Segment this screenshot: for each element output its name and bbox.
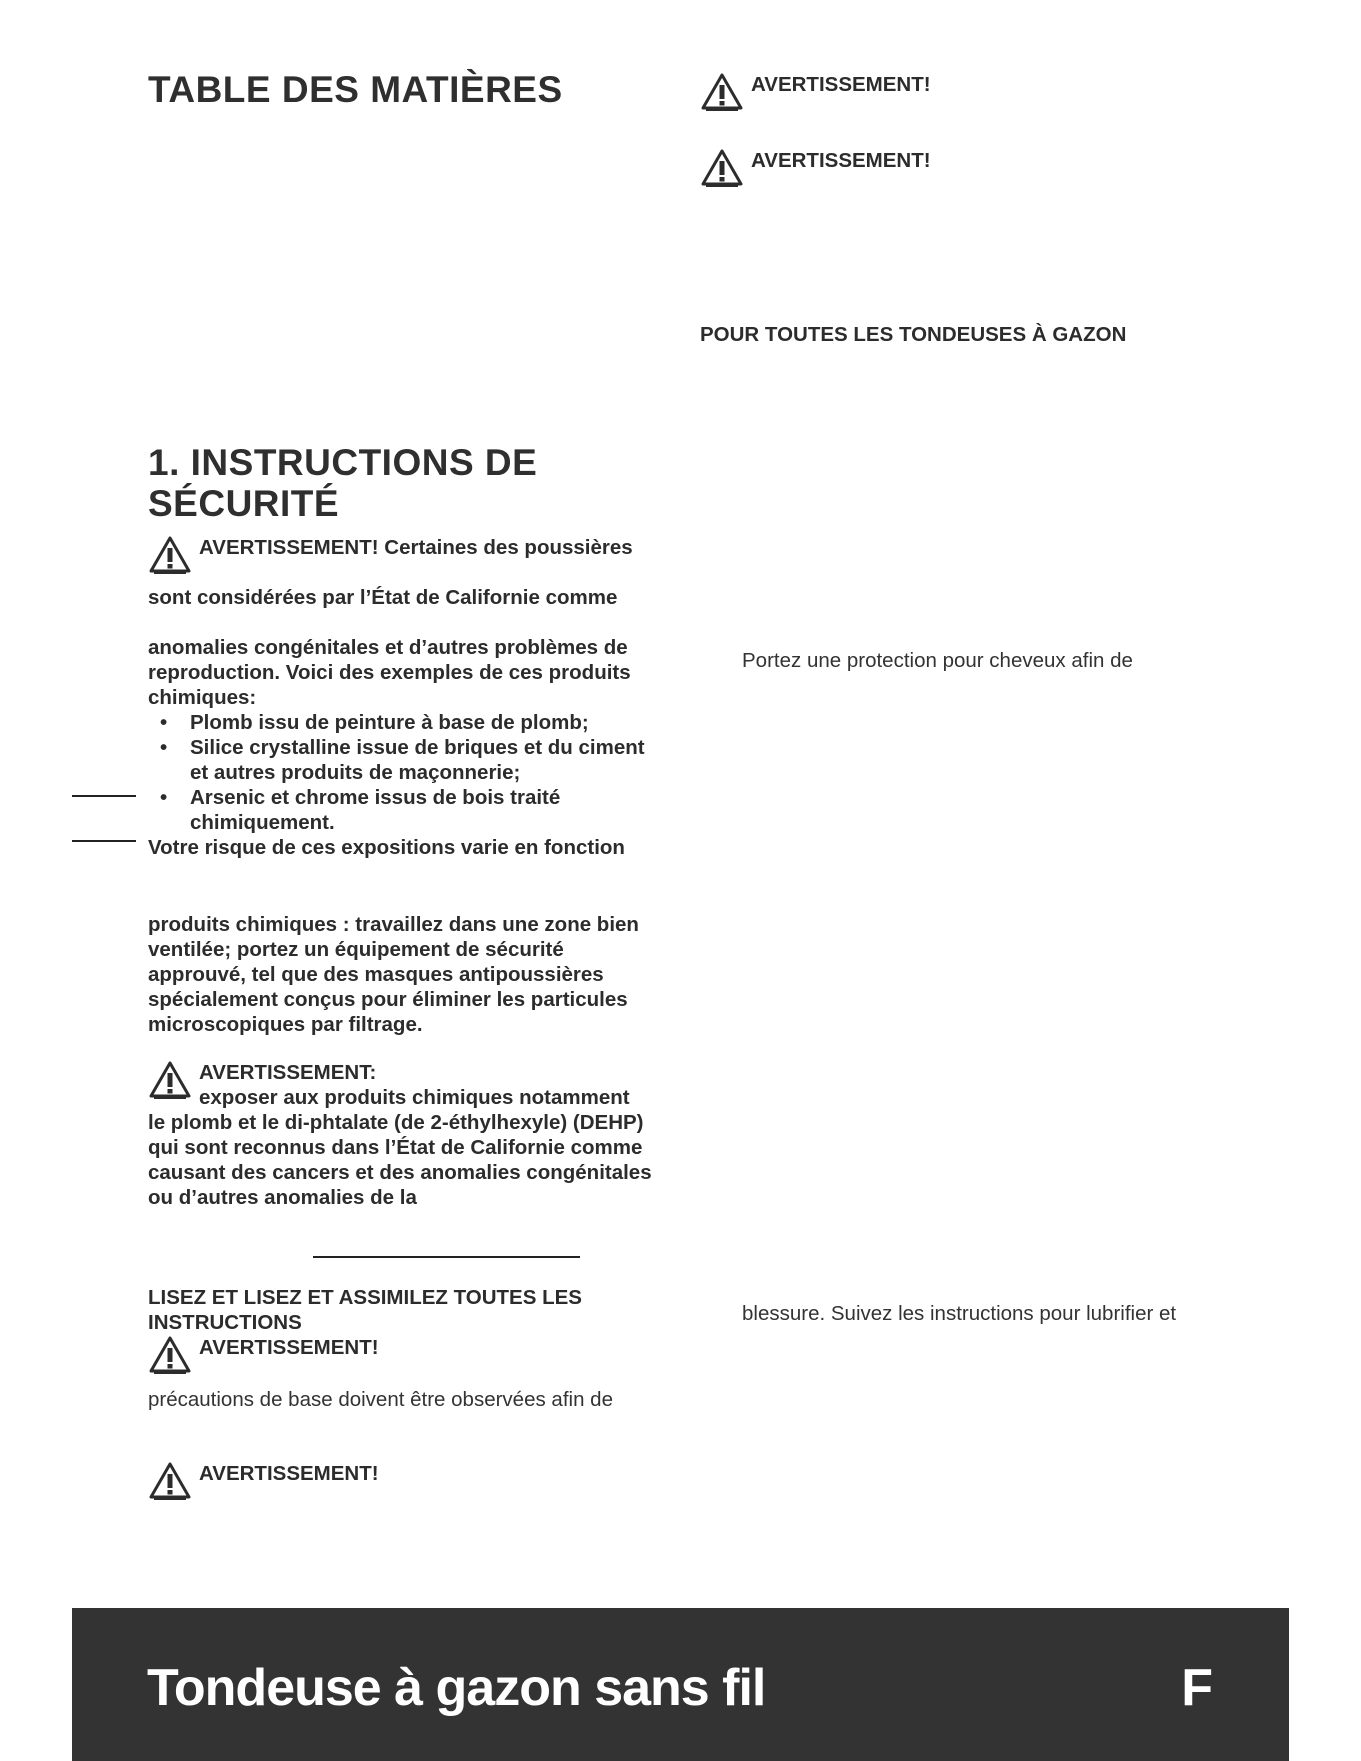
section-title-line1: 1. INSTRUCTIONS DE	[148, 442, 538, 483]
warning-triangle-icon	[148, 1461, 192, 1501]
chemical-warning-paragraph: le plomb et le di-phtalate (de 2-éthylhexyle) (DEHP) qui sont reconnus dans l’État de Californie comme causant des cancers et des anomalies congénitales ou d’autres anomalies de la	[148, 1111, 652, 1209]
margin-rule-top	[72, 795, 136, 797]
warning-triangle-icon	[148, 1060, 192, 1100]
section-divider	[313, 1256, 580, 1258]
chemicals-paragraph: produits chimiques : travaillez dans une zone bien ventilée; portez un équipement de sécurité approuvé, tel que des masques antipoussières spécialement conçus pour éliminer les particules microscopiques par filtrage.	[148, 913, 639, 1036]
right-warning-a	[700, 72, 931, 112]
general-warning-label: AVERTISSEMENT!	[199, 1336, 379, 1359]
toc-heading: TABLE DES MATIÈRES	[148, 69, 563, 110]
margin-rule-bottom	[72, 840, 136, 842]
language-letter: F	[1181, 1659, 1213, 1717]
injury-line: blessure. Suivez les instructions pour lubrifier et	[742, 1302, 1177, 1325]
right-warning-b-label: AVERTISSEMENT!	[751, 149, 931, 172]
final-warning-label: AVERTISSEMENT!	[199, 1462, 379, 1485]
dust-warning	[148, 535, 633, 575]
right-warning-a-label: AVERTISSEMENT!	[751, 73, 931, 96]
risk-line: Votre risque de ces expositions varie en fonction	[148, 836, 625, 859]
list-item: • Arsenic et chrome issus de bois traité chimiquement.	[160, 786, 561, 834]
list-item: • Plomb issu de peinture à base de plomb;	[160, 711, 589, 734]
warning-triangle-icon	[148, 535, 192, 575]
right-warning-b	[700, 148, 931, 188]
final-warning	[148, 1461, 379, 1501]
read-instructions-heading: LISEZ ET LISEZ ET ASSIMILEZ TOUTES LES INSTRUCTIONS	[148, 1286, 582, 1334]
chemical-list	[148, 710, 668, 835]
footer-title: Tondeuse à gazon sans fil	[147, 1659, 766, 1717]
warning-triangle-icon	[700, 148, 744, 188]
general-warning	[148, 1335, 379, 1375]
chemical-warning-label: AVERTISSEMENT:	[199, 1061, 377, 1084]
warning-triangle-icon	[148, 1335, 192, 1375]
dust-line-2: sont considérées par l’État de Californie comme	[148, 586, 618, 609]
hair-protection-line: Portez une protection pour cheveux afin de	[742, 649, 1133, 672]
warning-triangle-icon	[700, 72, 744, 112]
chemical-warning-line1: exposer aux produits chimiques notamment	[199, 1086, 630, 1109]
dust-paragraph: anomalies congénitales et d’autres problèmes de reproduction. Voici des exemples de ces produits chimiques:	[148, 636, 631, 709]
chemical-warning	[148, 1060, 630, 1110]
section-title-line2: SÉCURITÉ	[148, 483, 340, 524]
all-mowers-heading: POUR TOUTES LES TONDEUSES À GAZON	[700, 323, 1127, 346]
precautions-line: précautions de base doivent être observées afin de	[148, 1388, 613, 1411]
list-item: • Silice crystalline issue de briques et du ciment et autres produits de maçonnerie;	[160, 736, 645, 784]
footer-band	[72, 1608, 1289, 1761]
dust-warning-label: AVERTISSEMENT! Certaines des poussières	[199, 536, 633, 559]
